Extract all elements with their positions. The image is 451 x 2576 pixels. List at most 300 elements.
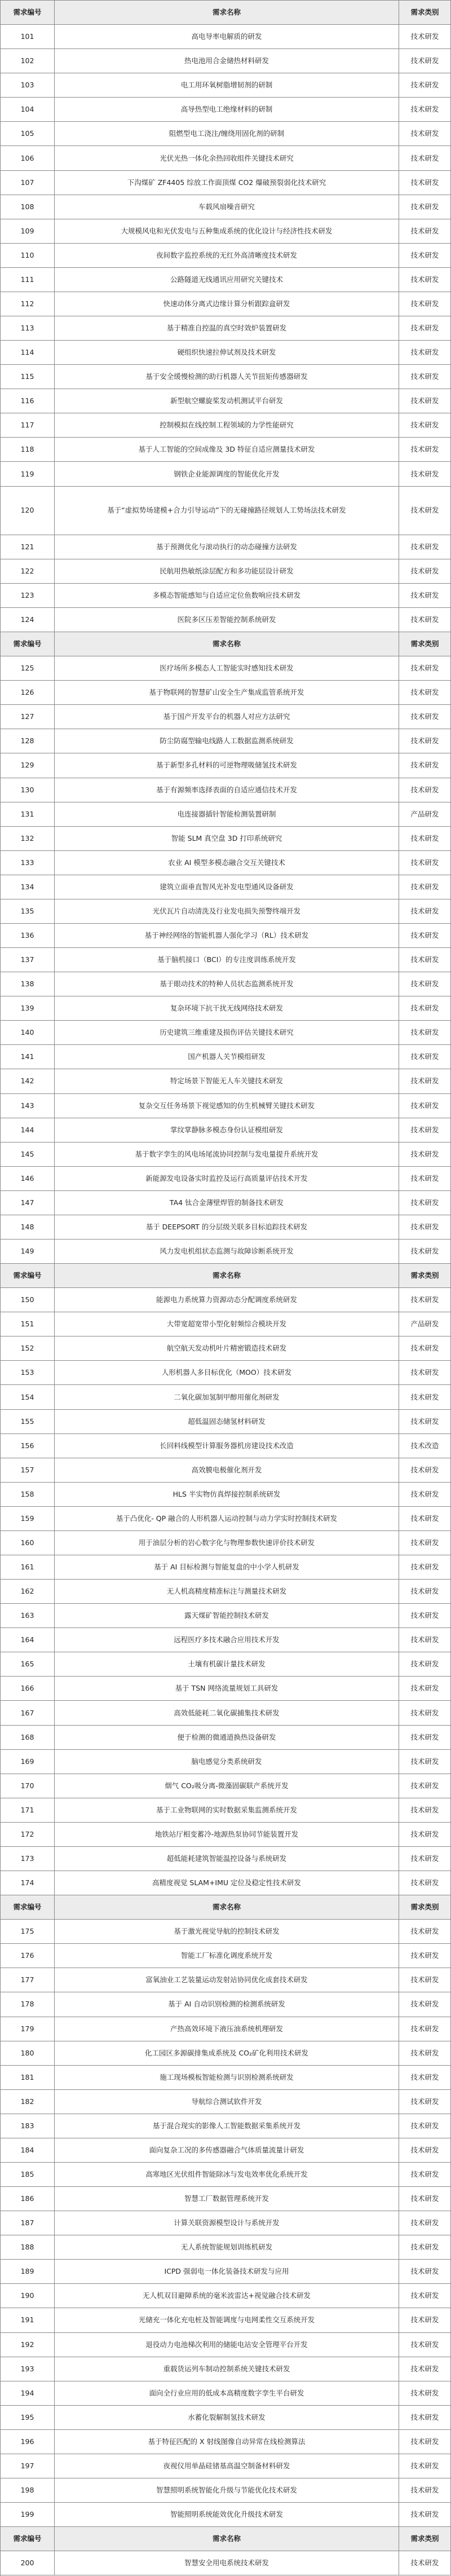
requirement-category: 技术研发 xyxy=(399,1652,451,1677)
header-category: 需求类别 xyxy=(399,1895,451,1920)
table-row xyxy=(1,2187,451,2211)
requirement-category: 技术研发 xyxy=(399,851,451,875)
requirement-number: 162 xyxy=(1,1580,55,1604)
requirement-name: 基于物联网的智慧矿山安全生产集成监管系统开发 xyxy=(55,681,399,705)
requirement-name: 特定场景下智能无人车关键技术研发 xyxy=(55,1069,399,1093)
requirement-name: 光储充一体化充电桩及智能调度与电网柔性交互系统开发 xyxy=(55,2308,399,2332)
requirement-category: 技术研发 xyxy=(399,778,451,802)
table-row xyxy=(1,681,451,705)
requirement-number: 200 xyxy=(1,2551,55,2575)
table-row xyxy=(1,608,451,632)
requirement-number: 153 xyxy=(1,1361,55,1385)
table-header-row xyxy=(1,1264,451,1288)
requirement-name: 硬组织快速拉伸试剂及技术研发 xyxy=(55,341,399,365)
requirement-number: 190 xyxy=(1,2284,55,2308)
table-row xyxy=(1,2406,451,2430)
header-number: 需求编号 xyxy=(1,2527,55,2551)
requirement-number: 119 xyxy=(1,462,55,486)
table-row xyxy=(1,244,451,268)
table-row xyxy=(1,2551,451,2575)
table-row xyxy=(1,753,451,778)
requirement-number: 175 xyxy=(1,1920,55,1944)
requirement-name: 富氧油业工艺装量运动发射站协同优化成套技术研发 xyxy=(55,1968,399,1992)
table-row xyxy=(1,656,451,681)
requirement-name: 基于数字孪生的风电场尾流协同控制与发电量提升系统开发 xyxy=(55,1143,399,1167)
requirement-category: 技术研发 xyxy=(399,948,451,972)
requirement-category: 技术研发 xyxy=(399,2478,451,2503)
table-row xyxy=(1,49,451,73)
requirement-name: 智能照明系统能效优化升级技术研发 xyxy=(55,2503,399,2527)
requirement-name: 钢铁企业能源调度的智能优化开发 xyxy=(55,462,399,486)
requirement-category: 技术研发 xyxy=(399,1847,451,1871)
requirement-name: 超低温固态储氢材料研发 xyxy=(55,1410,399,1434)
requirement-number: 159 xyxy=(1,1507,55,1531)
requirement-name: 无人机高精度精准标注与测量技术研发 xyxy=(55,1580,399,1604)
requirement-number: 125 xyxy=(1,656,55,681)
requirement-name: 高电导率电解质的研发 xyxy=(55,25,399,49)
requirement-name: 基于安全缓慢检测的助行机器人关节扭矩传感器研发 xyxy=(55,365,399,389)
table-row xyxy=(1,2041,451,2066)
requirement-name: 高导热型电工绝缘材料的研制 xyxy=(55,98,399,122)
table-row xyxy=(1,195,451,219)
requirement-name: HLS 半实物仿真焊接控制系统研发 xyxy=(55,1483,399,1507)
requirement-name: 基于神经网络的智能机器人强化学习（RL）技术研发 xyxy=(55,924,399,948)
requirement-category: 技术研发 xyxy=(399,924,451,948)
header-category: 需求类别 xyxy=(399,1264,451,1288)
requirement-name: 面向全行业应用的低成本高精度数字孪生平台研发 xyxy=(55,2381,399,2406)
requirement-name: 基于特征匹配的 X 射线图像自动异常在线检测算法 xyxy=(55,2430,399,2454)
requirement-category: 技术研发 xyxy=(399,1191,451,1215)
requirement-number: 196 xyxy=(1,2430,55,2454)
requirement-category: 技术研发 xyxy=(399,2284,451,2308)
requirement-number: 146 xyxy=(1,1167,55,1191)
table-header-row xyxy=(1,1895,451,1920)
requirement-number: 174 xyxy=(1,1871,55,1895)
requirement-name: 大规模风电和光伏发电与五种集成系统的优化设计与经济性技术研发 xyxy=(55,219,399,244)
requirement-name: 水蓄化裂解制氢技术研发 xyxy=(55,2406,399,2430)
requirement-name: 基于精准自控温的真空时效炉装置研发 xyxy=(55,316,399,341)
table-row xyxy=(1,1361,451,1385)
requirement-number: 166 xyxy=(1,1677,55,1701)
table-row xyxy=(1,827,451,851)
requirement-number: 126 xyxy=(1,681,55,705)
requirement-category: 技术研发 xyxy=(399,146,451,170)
requirement-number: 124 xyxy=(1,608,55,632)
requirement-category: 技术研发 xyxy=(399,559,451,584)
header-category: 需求类别 xyxy=(399,2527,451,2551)
requirement-number: 142 xyxy=(1,1069,55,1093)
requirement-category: 技术研发 xyxy=(399,535,451,559)
table-row xyxy=(1,292,451,316)
requirement-category: 技术研发 xyxy=(399,827,451,851)
requirement-number: 105 xyxy=(1,122,55,146)
requirement-number: 116 xyxy=(1,389,55,413)
table-row xyxy=(1,2308,451,2332)
requirement-category: 技术研发 xyxy=(399,1458,451,1483)
table-row xyxy=(1,2454,451,2478)
requirement-name: 基于 AI 自动识别检测的检测系统研发 xyxy=(55,1992,399,2017)
requirement-number: 157 xyxy=(1,1458,55,1483)
requirement-number: 179 xyxy=(1,2017,55,2041)
requirement-name: 复杂交互任务场景下视觉感知的仿生机械臂关键技术研发 xyxy=(55,1094,399,1118)
requirement-number: 148 xyxy=(1,1215,55,1240)
table-row xyxy=(1,1507,451,1531)
requirement-category: 技术研发 xyxy=(399,462,451,486)
table-row xyxy=(1,802,451,827)
requirement-number: 134 xyxy=(1,875,55,899)
requirement-number: 120 xyxy=(1,487,55,535)
table-row xyxy=(1,316,451,341)
requirement-number: 108 xyxy=(1,195,55,219)
requirement-category: 技术研发 xyxy=(399,1871,451,1895)
requirement-name: 脑电感觉分类系统研发 xyxy=(55,1750,399,1774)
requirement-name: 基于眼动技术的特种人员状态监测系统开发 xyxy=(55,972,399,996)
table-row xyxy=(1,1312,451,1336)
requirement-name: 智能 SLM 真空盘 3D 打印系统研究 xyxy=(55,827,399,851)
table-row xyxy=(1,1288,451,1312)
requirement-name: 智慧安全用电系统技术研发 xyxy=(55,2551,399,2575)
table-row xyxy=(1,1118,451,1143)
requirement-category: 技术研发 xyxy=(399,1604,451,1628)
table-row xyxy=(1,2114,451,2138)
requirement-number: 195 xyxy=(1,2406,55,2430)
requirement-category: 技术研发 xyxy=(399,2235,451,2260)
table-row xyxy=(1,2333,451,2357)
table-row xyxy=(1,1798,451,1823)
table-row xyxy=(1,1992,451,2017)
requirement-category: 技术研发 xyxy=(399,2114,451,2138)
requirement-name: 无人系统智能规划训练机研发 xyxy=(55,2235,399,2260)
header-name: 需求名称 xyxy=(55,2527,399,2551)
table-row xyxy=(1,2357,451,2381)
requirement-category: 技术研发 xyxy=(399,365,451,389)
requirement-name: 化工园区多源碳排集成系统及 CO₂矿化利用技术研发 xyxy=(55,2041,399,2066)
requirement-number: 110 xyxy=(1,244,55,268)
requirement-category: 技术研发 xyxy=(399,1750,451,1774)
requirement-number: 141 xyxy=(1,1045,55,1069)
requirement-category: 技术研发 xyxy=(399,2381,451,2406)
requirement-category: 技术研发 xyxy=(399,1021,451,1045)
table-row xyxy=(1,1580,451,1604)
requirement-name: 新能源发电设备实时监控及运行高质量评估技术开发 xyxy=(55,1167,399,1191)
requirement-category: 技术研发 xyxy=(399,1410,451,1434)
requirement-name: 夜间数字监控系统的无红外高清晰度技术研发 xyxy=(55,244,399,268)
requirement-number: 115 xyxy=(1,365,55,389)
table-row xyxy=(1,2478,451,2503)
requirement-number: 111 xyxy=(1,268,55,292)
requirement-name: 防尘防腐型输电线路人工数据监测系统研发 xyxy=(55,729,399,753)
requirement-number: 171 xyxy=(1,1798,55,1823)
table-row xyxy=(1,1652,451,1677)
requirement-name: 医疗场所多模态人工智能实时感知技术研发 xyxy=(55,656,399,681)
table-row xyxy=(1,1750,451,1774)
requirement-number: 182 xyxy=(1,2090,55,2114)
requirement-number: 176 xyxy=(1,1944,55,1968)
requirement-name: ICPD 强弱电一体化装备技术研发与应用 xyxy=(55,2260,399,2284)
table-row xyxy=(1,1726,451,1750)
requirement-number: 127 xyxy=(1,705,55,729)
requirement-category: 技术研发 xyxy=(399,753,451,778)
table-row xyxy=(1,851,451,875)
table-row xyxy=(1,778,451,802)
requirement-name: 基于人工智能的空间成像及 3D 特征自适应测量技术研发 xyxy=(55,438,399,462)
requirement-name: 高效膜电极催化剂开发 xyxy=(55,1458,399,1483)
requirement-number: 145 xyxy=(1,1143,55,1167)
requirement-name: 智慧照明系统智能化升级与节能优化技术研发 xyxy=(55,2478,399,2503)
requirement-name: 快速动体分离式边缘计算分析跟踪盒研发 xyxy=(55,292,399,316)
requirement-category: 技术研发 xyxy=(399,2211,451,2235)
table-row xyxy=(1,2066,451,2090)
requirement-number: 154 xyxy=(1,1385,55,1409)
requirement-category: 技术研发 xyxy=(399,1555,451,1580)
requirement-category: 技术研发 xyxy=(399,2017,451,2041)
requirement-number: 191 xyxy=(1,2308,55,2332)
requirement-name: 电连接器插针智能检测装置研制 xyxy=(55,802,399,827)
requirement-number: 144 xyxy=(1,1118,55,1143)
requirement-number: 151 xyxy=(1,1312,55,1336)
table-row xyxy=(1,705,451,729)
requirement-category: 技术研发 xyxy=(399,1336,451,1361)
requirement-category: 技术研发 xyxy=(399,487,451,535)
requirement-name: 阻燃型电工浇注/缠绕用固化剂的研制 xyxy=(55,122,399,146)
requirement-name: 光伏光热一体化余热回收组件关键技术研究 xyxy=(55,146,399,170)
requirement-name: 智能工厂标准化调度系统开发 xyxy=(55,1944,399,1968)
requirement-number: 155 xyxy=(1,1410,55,1434)
requirement-name: 基于混合现实的影像人工智能数据采集系统开发 xyxy=(55,2114,399,2138)
requirement-name: 产热高效环境下液压油系统机理研发 xyxy=(55,2017,399,2041)
requirement-number: 149 xyxy=(1,1240,55,1264)
table-row xyxy=(1,1215,451,1240)
requirement-category: 技术研发 xyxy=(399,1628,451,1652)
table-row xyxy=(1,1094,451,1118)
requirement-number: 193 xyxy=(1,2357,55,2381)
table-row xyxy=(1,2260,451,2284)
requirement-category: 技术研发 xyxy=(399,49,451,73)
table-row xyxy=(1,219,451,244)
table-row xyxy=(1,487,451,535)
table-row xyxy=(1,73,451,98)
requirement-category: 技术研发 xyxy=(399,1920,451,1944)
requirement-number: 183 xyxy=(1,2114,55,2138)
requirement-name: 施工现场模板智能检测与识别检测系统研发 xyxy=(55,2066,399,2090)
table-row xyxy=(1,2235,451,2260)
requirement-category: 技术研发 xyxy=(399,705,451,729)
requirement-category: 技术研发 xyxy=(399,1240,451,1264)
header-number: 需求编号 xyxy=(1,632,55,656)
requirement-name: 基于工业物联网的实时数据采集监测系统开发 xyxy=(55,1798,399,1823)
requirement-name: 基于 TSN 网络流量规划工具研发 xyxy=(55,1677,399,1701)
requirement-name: 土壤有机碳计量技术研发 xyxy=(55,1652,399,1677)
requirement-name: 超低能耗建筑智能温控设备与系统研发 xyxy=(55,1847,399,1871)
requirement-category: 技术研发 xyxy=(399,1143,451,1167)
requirement-number: 163 xyxy=(1,1604,55,1628)
requirement-category: 技术研发 xyxy=(399,1944,451,1968)
requirement-category: 技术研发 xyxy=(399,972,451,996)
requirement-category: 产品研发 xyxy=(399,1312,451,1336)
table-row xyxy=(1,972,451,996)
requirement-number: 103 xyxy=(1,73,55,98)
requirement-category: 技术研发 xyxy=(399,98,451,122)
requirement-category: 技术研发 xyxy=(399,875,451,899)
table-row xyxy=(1,1531,451,1555)
table-row xyxy=(1,1410,451,1434)
table-row xyxy=(1,1968,451,1992)
table-row xyxy=(1,729,451,753)
requirement-category: 技术研发 xyxy=(399,1531,451,1555)
requirement-category: 技术研发 xyxy=(399,292,451,316)
table-row xyxy=(1,1143,451,1167)
requirement-category: 技术研发 xyxy=(399,268,451,292)
requirement-number: 131 xyxy=(1,802,55,827)
requirement-category: 技术研发 xyxy=(399,1069,451,1093)
table-header-row xyxy=(1,2527,451,2551)
requirement-number: 118 xyxy=(1,438,55,462)
requirement-name: 导航综合测试软件开发 xyxy=(55,2090,399,2114)
requirement-category: 技术研发 xyxy=(399,2333,451,2357)
requirement-name: 二氧化碳加氢制甲醇用催化剂研发 xyxy=(55,1385,399,1409)
requirement-category: 技术研发 xyxy=(399,1701,451,1725)
requirement-category: 技术研发 xyxy=(399,1288,451,1312)
requirement-number: 173 xyxy=(1,1847,55,1871)
requirement-number: 170 xyxy=(1,1774,55,1798)
requirement-category: 技术研发 xyxy=(399,219,451,244)
requirement-name: 夜视仪用单晶硅锗基高温空制备材料研发 xyxy=(55,2454,399,2478)
requirement-name: 远程医疗多技术融合应用技术开发 xyxy=(55,1628,399,1652)
requirement-name: 公路隧道无线通讯应用研究关键技术 xyxy=(55,268,399,292)
requirement-category: 技术研发 xyxy=(399,656,451,681)
requirement-category: 技术研发 xyxy=(399,1774,451,1798)
requirement-category: 技术研发 xyxy=(399,681,451,705)
requirement-name: 光伏瓦片自动清洗及行业发电损失预警终端开发 xyxy=(55,899,399,924)
table-row xyxy=(1,1920,451,1944)
requirement-category: 技术研发 xyxy=(399,1507,451,1531)
table-row xyxy=(1,1458,451,1483)
table-row xyxy=(1,2503,451,2527)
requirement-name: 基于激光视觉导航的控制技术研发 xyxy=(55,1920,399,1944)
requirement-name: 能源电力系统算力资源动态分配调度系统研发 xyxy=(55,1288,399,1312)
requirement-category: 技术研发 xyxy=(399,389,451,413)
requirement-category: 技术研发 xyxy=(399,25,451,49)
table-row xyxy=(1,1483,451,1507)
requirement-category: 技术研发 xyxy=(399,2551,451,2575)
table-row xyxy=(1,1167,451,1191)
table-row xyxy=(1,1604,451,1628)
requirement-number: 117 xyxy=(1,413,55,438)
requirement-category: 技术研发 xyxy=(399,2260,451,2284)
requirement-name: 下沟煤矿 ZF4405 综放工作面顶煤 CO2 爆破预裂弱化技术研究 xyxy=(55,171,399,195)
requirement-category: 技术研发 xyxy=(399,996,451,1021)
table-row xyxy=(1,25,451,49)
table-header-row xyxy=(1,632,451,656)
requirement-name: 基于预测优化与滚动执行的动态碰撞方法研发 xyxy=(55,535,399,559)
table-row xyxy=(1,389,451,413)
requirement-name: 基于“虚拟势场建模+合力引导运动”下的无碰撞路径规划人工势场法技术研发 xyxy=(55,487,399,535)
requirement-number: 185 xyxy=(1,2163,55,2187)
requirement-category: 技术研发 xyxy=(399,2430,451,2454)
requirement-number: 135 xyxy=(1,899,55,924)
table-row xyxy=(1,2430,451,2454)
requirement-name: 地铁站厅相变蓄冷-地源热泵协同节能装置开发 xyxy=(55,1823,399,1847)
requirement-name: 基于 DEEPSORT 的分层级关联多目标追踪技术研发 xyxy=(55,1215,399,1240)
requirement-number: 168 xyxy=(1,1726,55,1750)
requirement-number: 194 xyxy=(1,2381,55,2406)
table-row xyxy=(1,1069,451,1093)
requirement-category: 技术研发 xyxy=(399,244,451,268)
requirement-number: 130 xyxy=(1,778,55,802)
requirement-number: 184 xyxy=(1,2138,55,2163)
table-row xyxy=(1,1385,451,1409)
requirement-number: 164 xyxy=(1,1628,55,1652)
requirement-number: 177 xyxy=(1,1968,55,1992)
requirement-category: 技术研发 xyxy=(399,122,451,146)
header-category: 需求类别 xyxy=(399,632,451,656)
requirement-number: 129 xyxy=(1,753,55,778)
requirement-category: 技术研发 xyxy=(399,1094,451,1118)
table-row xyxy=(1,924,451,948)
requirement-category: 技术研发 xyxy=(399,1167,451,1191)
requirement-category: 技术研发 xyxy=(399,1215,451,1240)
requirement-number: 102 xyxy=(1,49,55,73)
requirement-number: 188 xyxy=(1,2235,55,2260)
requirement-name: 高效低能耗二氧化碳捕集技术研发 xyxy=(55,1701,399,1725)
requirement-category: 技术研发 xyxy=(399,899,451,924)
requirement-number: 121 xyxy=(1,535,55,559)
table-row xyxy=(1,462,451,486)
table-row xyxy=(1,171,451,195)
header-name: 需求名称 xyxy=(55,1,399,25)
requirement-category: 技术研发 xyxy=(399,2454,451,2478)
requirement-name: 控制模拟在线控制工程领域的力学性能研究 xyxy=(55,413,399,438)
requirement-category: 技术研发 xyxy=(399,2406,451,2430)
requirement-name: 智慧工厂数据管理系统开发 xyxy=(55,2187,399,2211)
requirement-name: 民航用热敏纸涂层配方和多功能层设计研发 xyxy=(55,559,399,584)
requirement-name: TA4 钛合金薄壁焊管的制备技术研发 xyxy=(55,1191,399,1215)
requirement-name: 大带宽超宽带小型化射频综合模块开发 xyxy=(55,1312,399,1336)
table-row xyxy=(1,535,451,559)
requirement-category: 技术研发 xyxy=(399,1823,451,1847)
requirement-number: 150 xyxy=(1,1288,55,1312)
requirement-number: 181 xyxy=(1,2066,55,2090)
requirement-number: 186 xyxy=(1,2187,55,2211)
table-row xyxy=(1,1434,451,1458)
requirement-category: 技术研发 xyxy=(399,1992,451,2017)
table-row xyxy=(1,2138,451,2163)
table-row xyxy=(1,1021,451,1045)
header-category: 需求类别 xyxy=(399,1,451,25)
header-name: 需求名称 xyxy=(55,1264,399,1288)
requirement-name: 基于国产开发平台的机器人对应方法研究 xyxy=(55,705,399,729)
requirement-name: 国产机器人关节模组研发 xyxy=(55,1045,399,1069)
requirement-category: 技术研发 xyxy=(399,2138,451,2163)
requirement-name: 基于凸优化- QP 融合的人形机器人运动控制与动力学实时控制技术研发 xyxy=(55,1507,399,1531)
requirement-name: 面向复杂工况的多传感器融合气体质量流量计研发 xyxy=(55,2138,399,2163)
requirement-category: 技术研发 xyxy=(399,2163,451,2187)
requirement-name: 用于油层分析的岩心数字化与物理参数快速评价技术研发 xyxy=(55,1531,399,1555)
requirement-number: 161 xyxy=(1,1555,55,1580)
table-row xyxy=(1,413,451,438)
requirement-number: 198 xyxy=(1,2478,55,2503)
requirement-name: 农业 AI 模型多模态融合交互关键技术 xyxy=(55,851,399,875)
table-row xyxy=(1,438,451,462)
table-row xyxy=(1,996,451,1021)
requirement-name: 新型航空螺旋桨发动机测试平台研发 xyxy=(55,389,399,413)
requirement-name: 人形机器人多目标优化（MOO）技术研发 xyxy=(55,1361,399,1385)
requirement-name: 车载风扇噪音研究 xyxy=(55,195,399,219)
requirement-name: 基于新型多孔材料的可逆物理吸储氢技术研发 xyxy=(55,753,399,778)
requirement-number: 122 xyxy=(1,559,55,584)
table-row xyxy=(1,1336,451,1361)
requirement-number: 133 xyxy=(1,851,55,875)
